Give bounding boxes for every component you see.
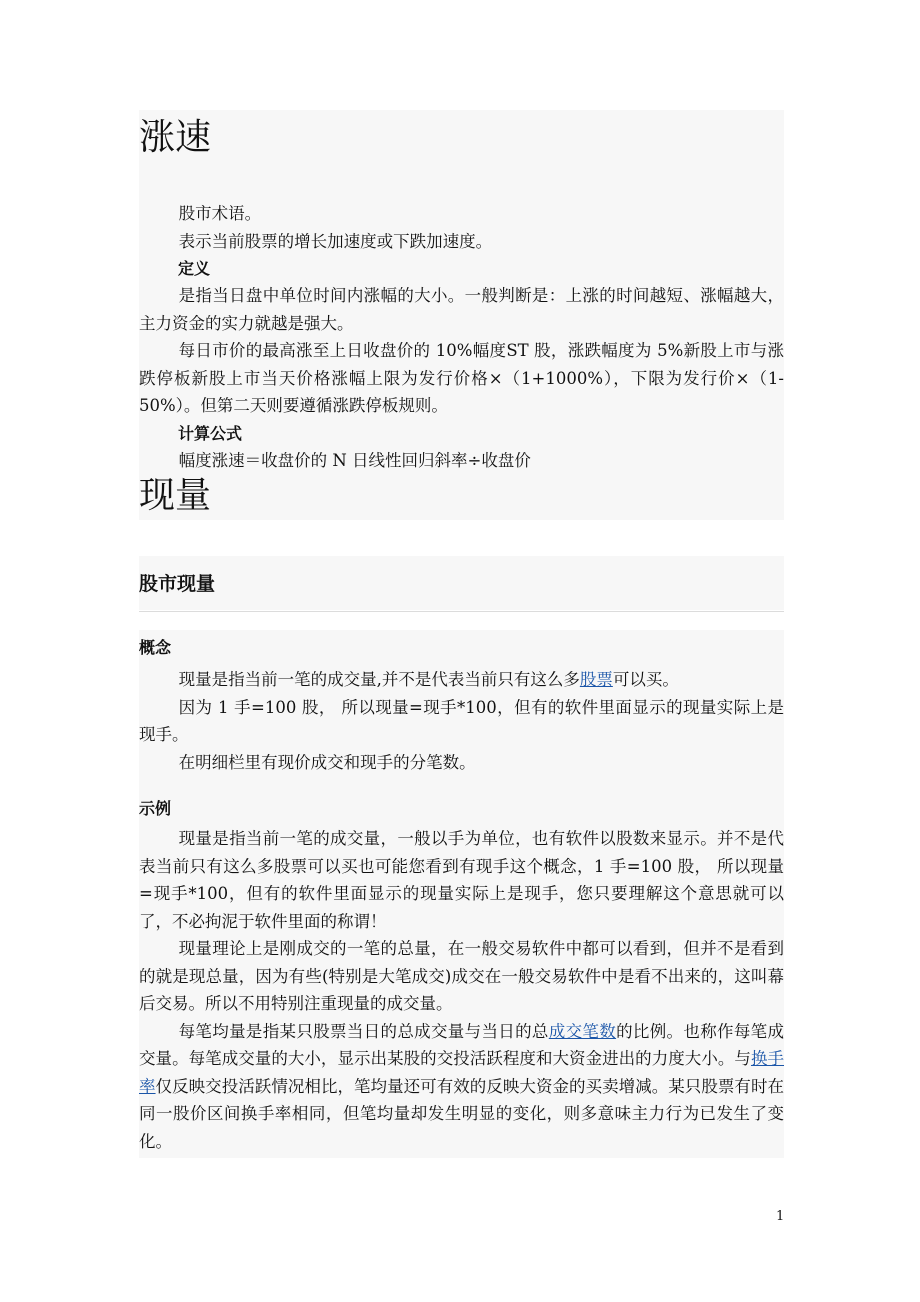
text-run: 每笔均量是指某只股票当日的总成交量与当日的总 bbox=[178, 1021, 549, 1041]
concept-heading: 概念 bbox=[139, 638, 172, 657]
formula-heading: 计算公式 bbox=[178, 423, 243, 443]
text-run: 现量是指当前一笔的成交量,并不是代表当前只有这么多 bbox=[178, 670, 580, 689]
divider bbox=[139, 611, 784, 612]
example-heading: 示例 bbox=[139, 799, 172, 818]
definition-heading: 定义 bbox=[178, 259, 211, 278]
section-title-zhangsu: 涨速 bbox=[139, 117, 212, 158]
section-subtitle: 股市现量 bbox=[139, 573, 216, 595]
page-number: 1 bbox=[776, 1209, 785, 1224]
paragraph: 是指当日盘中单位时间内涨幅的大小。一般判断是：上涨的时间越短、涨幅越大，主力资金的实力就越是强大。 bbox=[139, 286, 784, 333]
section-zhangsu bbox=[139, 110, 784, 520]
concept-paragraph bbox=[139, 666, 784, 694]
paragraph: 每日市价的最高涨至上日收盘价的 10%幅度ST 股，涨跌幅度为 5%新股上市与涨跌停板新股上市当天价格涨幅上限为发行价格×（1+1000%），下限为发行价×（1-50%）。但第二天则要遵循涨跌停板规则。 bbox=[139, 341, 784, 415]
link-turnover-rate[interactable]: 换手率 bbox=[139, 1049, 785, 1096]
concept-block bbox=[139, 630, 784, 1158]
formula-text: 幅度涨速＝收盘价的 N 日线性回归斜率÷收盘价 bbox=[178, 450, 531, 470]
paragraph: 股市术语。 bbox=[178, 204, 262, 223]
concept-paragraph: 在明细栏里有现价成交和现手的分笔数。 bbox=[178, 752, 476, 772]
link-stock[interactable]: 股票 bbox=[579, 670, 613, 689]
subtitle-block bbox=[139, 556, 784, 610]
example-paragraph: 现量是指当前一笔的成交量，一般以手为单位，也有软件以股数来显示。并不是代表当前只有这么多股票可以买也可能您看到有现手这个概念，1 手=100 股， 所以现量=现手*100，但有的软件里面显示的现量实际上是现手，您只要理解这个意思就可以了，不必拘泥于软件里面的称谓！ bbox=[139, 829, 784, 931]
section-title-xianliang: 现量 bbox=[139, 475, 212, 516]
concept-paragraph: 因为 1 手=100 股， 所以现量=现手*100，但有的软件里面显示的现量实际上是现手。 bbox=[139, 697, 784, 744]
paragraph: 表示当前股票的增长加速度或下跌加速度。 bbox=[178, 231, 493, 251]
example-paragraph bbox=[139, 1018, 784, 1156]
text-run: 可以买。 bbox=[612, 670, 679, 689]
text-run: 的比例。也称作每笔成交量。每笔成交量的大小，显示出某股的交投活跃程度和大资金进出的力度大小。与 bbox=[139, 1021, 785, 1068]
link-trade-count[interactable]: 成交笔数 bbox=[548, 1021, 617, 1041]
text-run: 仅反映交投活跃情况相比，笔均量还可有效的反映大资金的买卖增减。某只股票有时在同一股价区间换手率相同，但笔均量却发生明显的变化，则多意味主力行为已发生了变化。 bbox=[139, 1076, 785, 1151]
example-paragraph: 现量理论上是刚成交的一笔的总量，在一般交易软件中都可以看到，但并不是看到的就是现总量，因为有些(特别是大笔成交)成交在一般交易软件中是看不出来的，这叫幕后交易。所以不用特别注重现量的成交量。 bbox=[139, 939, 784, 1013]
